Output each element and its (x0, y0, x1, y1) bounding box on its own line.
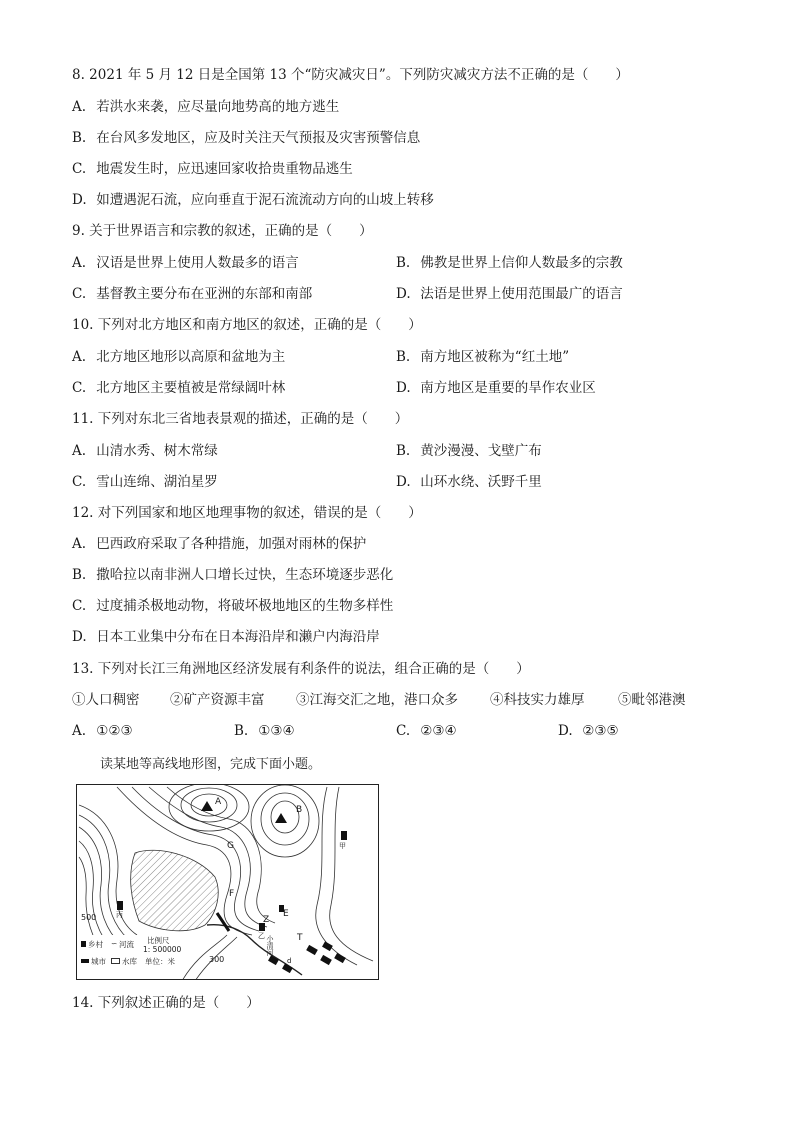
question-8-option-a: A. 若洪水来袭，应尽量向地势高的地方逃生 (72, 99, 340, 115)
map-label-jia: 甲 (339, 842, 346, 850)
question-13-condition-4: ④科技实力雄厚 (490, 692, 585, 708)
contour-map (76, 784, 379, 980)
legend-unit: 单位：米 (145, 957, 175, 966)
legend-scale-title: 比例尺 (147, 936, 170, 945)
question-10-option-b: B. 南方地区被称为“红土地” (396, 349, 570, 365)
peak-b-icon (275, 813, 287, 823)
question-14-stem: 14. 下列叙述正确的是（ ） (72, 995, 260, 1011)
question-13-option-d: D. ②③⑤ (558, 723, 619, 739)
question-9-option-d: D. 法语是世界上使用范围最广的语言 (396, 286, 623, 302)
legend-river: 河流 (119, 940, 134, 949)
legend-reservoir-icon (111, 958, 120, 964)
question-13-option-a: A. ①②③ (72, 723, 133, 739)
question-13-option-c: C. ②③④ (396, 723, 457, 739)
question-11-option-c: C. 雪山连绵、湖泊星罗 (72, 474, 218, 490)
question-8-option-d: D. 如遭遇泥石流，应向垂直于泥石流流动方向的山坡上转移 (72, 192, 434, 208)
map-legend (79, 935, 182, 979)
question-9-option-b: B. 佛教是世界上信仰人数最多的宗教 (396, 255, 623, 271)
village-jia-icon (341, 831, 347, 840)
question-8-option-b: B. 在台风多发地区，应及时关注天气预报及灾害预警信息 (72, 130, 421, 146)
map-label-g: G (227, 841, 234, 851)
question-10-stem: 10. 下列对北方地区和南方地区的叙述，正确的是（ ） (72, 317, 422, 333)
legend-city-icon (81, 959, 89, 963)
map-intro: 读某地等高线地形图，完成下面小题。 (100, 757, 322, 772)
question-9-stem: 9. 关于世界语言和宗教的叙述，正确的是（ ） (72, 223, 373, 239)
question-13-stem: 13. 下列对长江三角洲地区经济发展有利条件的说法，组合正确的是（ ） (72, 661, 530, 677)
map-label-a: A (215, 797, 222, 807)
question-11-option-d: D. 山环水绕、沃野千里 (396, 474, 542, 490)
question-11-stem: 11. 下列对东北三省地表景观的描述，正确的是（ ） (72, 411, 409, 427)
question-13-condition-2: ②矿产资源丰富 (170, 692, 265, 708)
map-label-b: B (296, 805, 303, 815)
map-label-t: T (297, 933, 303, 943)
question-9-option-c: C. 基督教主要分布在亚洲的东部和南部 (72, 286, 313, 302)
map-label-e: E (283, 909, 289, 919)
legend-village-icon (81, 941, 86, 947)
question-11-option-b: B. 黄沙漫漫、戈壁广布 (396, 443, 542, 459)
question-10-option-a: A. 北方地区地形以高原和盆地为主 (72, 349, 286, 365)
question-11-option-a: A. 山清水秀、树木常绿 (72, 443, 218, 459)
question-12-stem: 12. 对下列国家和地区地理事物的叙述，错误的是（ ） (72, 505, 422, 521)
city-blocks-icon (268, 941, 346, 973)
question-13-option-b: B. ①③④ (234, 723, 295, 739)
village-bing-icon (117, 901, 123, 910)
peak-a-icon (201, 801, 213, 811)
legend-river-icon: ∽ (111, 939, 118, 948)
question-13-condition-1: ①人口稠密 (72, 692, 140, 708)
question-12-option-d: D. 日本工业集中分布在日本海沿岸和濑户内海沿岸 (72, 629, 380, 645)
question-12-option-c: C. 过度捕杀极地动物，将破坏极地地区的生物多样性 (72, 598, 394, 614)
question-12-option-b: B. 撒哈拉以南非洲人口增长过快，生态环境逐步恶化 (72, 567, 394, 583)
legend-village: 乡村 (88, 940, 103, 949)
legend-city: 城市 (91, 957, 106, 966)
map-label-d: d (287, 957, 292, 965)
question-12-option-a: A. 巴西政府采取了各种措施，加强对雨林的保护 (72, 536, 367, 552)
map-label-300: 300 (209, 955, 225, 964)
map-label-yi: 乙 (258, 932, 265, 940)
question-8-option-c: C. 地震发生时，应迅速回家收拾贵重物品逃生 (72, 161, 353, 177)
map-label-bing: 丙 (116, 911, 123, 919)
question-13-condition-5: ⑤毗邻港澳 (618, 692, 686, 708)
map-label-500: 500 (81, 913, 97, 922)
question-10-option-d: D. 南方地区是重要的旱作农业区 (396, 380, 596, 396)
question-8-stem: 8. 2021 年 5 月 12 日是全国第 13 个“防灾减灾日”。下列防灾减灾方法不正确的是（ ） (72, 67, 629, 83)
map-label-river: 小清河 (266, 935, 274, 956)
map-label-z: Z (263, 915, 270, 925)
map-label-f: F (229, 889, 235, 899)
legend-scale: 1: 500000 (143, 945, 182, 954)
legend-reservoir: 水库 (122, 957, 137, 966)
question-9-option-a: A. 汉语是世界上使用人数最多的语言 (72, 255, 299, 271)
question-13-condition-3: ③江海交汇之地，港口众多 (296, 692, 458, 708)
question-10-option-c: C. 北方地区主要植被是常绿阔叶林 (72, 380, 286, 396)
